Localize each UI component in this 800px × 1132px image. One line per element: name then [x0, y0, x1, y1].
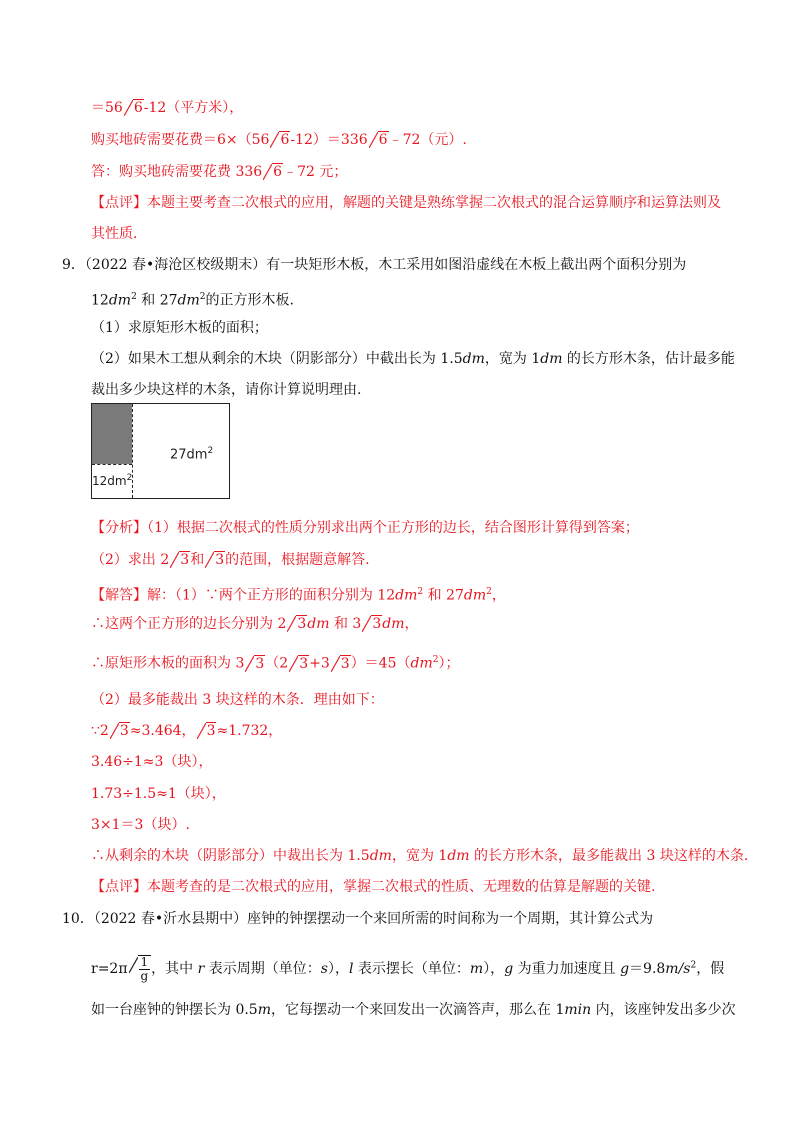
formula: r=2π: [91, 961, 128, 977]
p9-solution-3: [91, 650, 460, 674]
radicand: 3: [297, 616, 307, 632]
p8-comment: 【点评】本题主要考查二次根式的应用，解题的关键是熟练掌握二次根式的混合运算顺序和运算法则及: [91, 195, 721, 211]
text: ），: [327, 961, 349, 977]
p9-solution-2: [91, 614, 419, 634]
text: -12（平方米），: [143, 100, 244, 116]
p9-solution-8: 3×1＝3（块）.: [91, 817, 190, 833]
text: ﹣72（元）.: [388, 132, 467, 148]
unit: dm: [410, 655, 433, 672]
numerator: 1: [140, 955, 149, 969]
p10-question-line-1: 10．（2022 春•沂水县期中）座钟的钟摆摆动一个来回所需的时间称为一个周期，其计算公式为: [62, 911, 654, 927]
unit: min: [564, 1002, 592, 1018]
text: 12: [91, 292, 109, 309]
unit: dm: [382, 616, 405, 632]
unit: m: [257, 1002, 271, 1018]
exponent: 2: [690, 960, 697, 971]
text: 为重力加速度且: [513, 961, 621, 977]
radicand: 3: [255, 655, 265, 672]
radicand: 6: [280, 132, 290, 148]
sqrt-symbol: [369, 130, 389, 150]
radicand: 3: [215, 552, 225, 568]
sqrt-symbol: [287, 614, 307, 634]
p8-line-2: [91, 130, 467, 150]
p9-comment: 【点评】本题考查的是二次根式的应用，掌握二次根式的性质、无理数的估算是解题的关键.: [91, 879, 656, 895]
p9-solution-1: [91, 582, 506, 606]
text: ≈1.732，: [216, 723, 283, 739]
sqrt-symbol: [129, 955, 152, 983]
p9-analysis-1: 【分析】（1）根据二次根式的性质分别求出两个正方形的边长，结合图形计算得到答案；: [91, 520, 639, 536]
p8-comment-cont: 其性质.: [91, 226, 138, 242]
sqrt-symbol: [245, 654, 265, 674]
text: （2）求出 2: [91, 552, 170, 568]
text: +3: [309, 655, 330, 672]
text: ，假: [696, 961, 725, 977]
sqrt-symbol: [331, 654, 351, 674]
text: ，宽为 1: [484, 351, 541, 367]
shaded-region: [92, 404, 132, 464]
text: 内，该座钟发出多少次: [591, 1002, 736, 1018]
sqrt-symbol: [362, 614, 382, 634]
exponent: 2: [432, 655, 439, 665]
text: 表示摆长（单位：: [353, 961, 470, 977]
radicand: 3: [180, 552, 190, 568]
radicand: 6: [273, 164, 283, 180]
p9-solution-7: 1.73÷1.5≈1（块），: [91, 786, 226, 802]
p9-solution-6: 3.46÷1≈3（块），: [91, 754, 213, 770]
sqrt-symbol: [289, 654, 309, 674]
unit: s: [320, 961, 328, 977]
text: ∴这两个正方形的边长分别为 2: [91, 616, 287, 632]
big-square-label: [170, 446, 213, 462]
p9-subquestion-2: [91, 349, 735, 369]
sqrt-symbol: [170, 550, 190, 570]
p9-solution-4: （2）最多能裁出 3 块这样的木条．理由如下：: [91, 692, 384, 708]
text: ，宽为 1: [391, 848, 448, 864]
exponent: 2: [207, 446, 214, 456]
sqrt-symbol: [197, 721, 217, 741]
label-text: 12dm: [92, 474, 127, 488]
p9-analysis-2: [91, 550, 370, 570]
text: ）；: [438, 655, 460, 672]
text: ＝56: [91, 100, 123, 116]
p10-question-line-2: [91, 955, 724, 983]
var: g: [620, 961, 630, 977]
small-square-label: [92, 473, 132, 488]
text: 如一台座钟的钟摆长为 0.5: [91, 1002, 258, 1018]
exponent: 2: [199, 292, 206, 302]
sqrt-symbol: [205, 550, 225, 570]
sqrt-symbol: [270, 130, 290, 150]
var: l: [348, 961, 354, 977]
p9-subquestion-2-cont: 裁出多少块这样的木条，请你计算说明理由.: [91, 382, 362, 398]
radicand: 3: [299, 655, 309, 672]
text: （2: [265, 655, 289, 672]
radicand: 3: [372, 616, 382, 632]
text: （2）如果木工想从剩余的木块（阴影部分）中截出长为 1.5: [91, 351, 463, 367]
unit: dm: [369, 848, 392, 864]
text: ∴原矩形木板的面积为 3: [91, 655, 245, 672]
text: ∵2: [91, 723, 109, 739]
unit: dm: [395, 587, 418, 604]
text: ）＝45（: [350, 655, 411, 672]
text: 购买地砖需要花费＝6×（56: [91, 132, 270, 148]
exponent: 2: [126, 473, 133, 483]
denominator: g: [140, 969, 149, 983]
text: 表示周期（单位：: [204, 961, 321, 977]
sqrt-symbol: [263, 162, 283, 182]
text: -12）＝336: [290, 132, 368, 148]
unit: dm: [177, 292, 200, 309]
unit: m/s: [665, 961, 691, 977]
dashed-cut-line-horizontal: [92, 464, 132, 465]
text: ﹣72 元；: [283, 164, 348, 180]
radicand: 3: [340, 655, 350, 672]
p9-solution-5: [91, 721, 282, 741]
text: ∴从剩余的木块（阴影部分）中裁出长为 1.5: [91, 848, 370, 864]
text: ，: [491, 587, 506, 604]
text: 的正方形木板.: [205, 292, 294, 309]
text: 的长方形木条，最多能裁出 3 块这样的木条.: [469, 848, 749, 864]
sqrt-symbol: [110, 721, 130, 741]
text: ≈3.464，: [129, 723, 196, 739]
text: 答：购买地砖需要花费 336: [91, 164, 263, 180]
text: 和 3: [329, 616, 362, 632]
fraction: [138, 955, 152, 983]
p10-question-line-3: [91, 1000, 736, 1020]
text: ，其中: [151, 961, 198, 977]
text: 的长方形木条，估计最多能: [562, 351, 735, 367]
exponent: 2: [131, 292, 137, 302]
label-text: 27dm: [170, 447, 208, 463]
var: g: [504, 961, 514, 977]
radicand: 3: [119, 723, 129, 739]
unit: dm: [462, 351, 485, 367]
p9-question-line-2: [91, 287, 294, 311]
unit: dm: [108, 292, 132, 309]
text: 和 27: [423, 587, 464, 604]
p8-line-1: [91, 98, 243, 118]
unit: dm: [447, 848, 470, 864]
text: 的范围，根据题意解答.: [225, 552, 370, 568]
var: r: [197, 961, 205, 977]
p8-line-3: [91, 162, 347, 182]
radicand: 6: [133, 100, 143, 116]
unit: dm: [463, 587, 487, 604]
radicand: 3: [206, 723, 216, 739]
unit: m: [469, 961, 484, 977]
exponent: 2: [486, 587, 492, 597]
p9-subquestion-1: （1）求原矩形木板的面积；: [91, 320, 268, 336]
p9-question-line-1: 9．（2022 春•海沧区校级期末）有一块矩形木板，木工采用如图沿虚线在木板上截出两个面积分别为: [62, 257, 687, 273]
rectangle-board-figure: [91, 403, 230, 499]
unit: dm: [307, 616, 330, 632]
text: 和: [190, 552, 205, 568]
text: ），: [483, 961, 505, 977]
radicand: 6: [378, 132, 388, 148]
text: ，: [404, 616, 419, 632]
unit: dm: [540, 351, 563, 367]
text: ，它每摆动一个来回发出一次滴答声，那么在 1: [271, 1002, 565, 1018]
text: 和 27: [136, 292, 178, 309]
text: ＝9.8: [629, 961, 666, 977]
sqrt-symbol: [124, 98, 144, 118]
p9-solution-9: [91, 846, 748, 866]
text: 【解答】解：（1）∵两个正方形的面积分别为 12: [91, 587, 396, 604]
exponent: 2: [417, 587, 424, 597]
